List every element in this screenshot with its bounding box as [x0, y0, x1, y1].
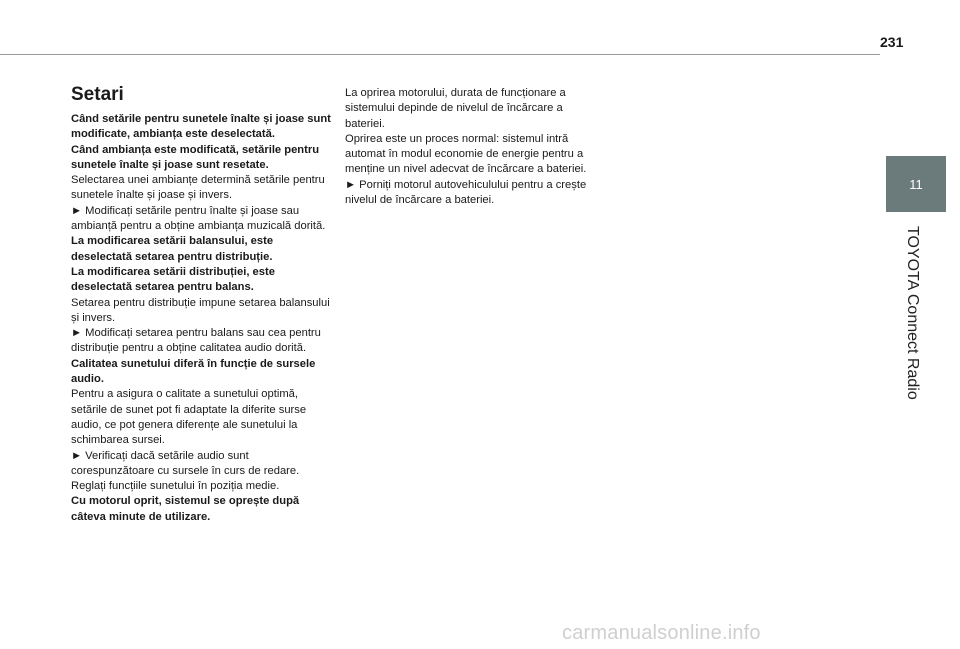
- header-divider: [0, 54, 880, 55]
- chapter-number: 11: [909, 176, 923, 192]
- paragraph: La modificarea setării balansului, este deselectată setarea pentru distribuție.: [71, 235, 274, 263]
- paragraph: Când setările pentru sunetele înalte și joase sunt modificate, ambianța este deselectată.: [71, 113, 331, 141]
- watermark: carmanualsonline.info: [562, 622, 761, 644]
- paragraph: La oprirea motorului, durata de funcționare a sistemului depinde de nivelul de încărcare a bateriei.: [345, 87, 566, 130]
- chapter-tab: [886, 156, 946, 212]
- paragraph: Calitatea sunetului diferă în funcție de sursele audio.: [71, 357, 316, 386]
- paragraph: ► Modificați setările pentru înalte și joase sau ambianță pentru a obține ambianța muzicală dorită.: [71, 204, 326, 233]
- right-body: [345, 86, 605, 208]
- left-body: [71, 112, 333, 525]
- paragraph: Când ambianța este modificată, setările pentru sunetele înalte și joase sunt resetate.: [71, 143, 320, 171]
- paragraph: ► Verificați dacă setările audio sunt corespunzătoare cu sursele în curs de redare. Reglați funcțiile sunetului în poziția medie.: [71, 449, 300, 493]
- page-number: 231: [880, 34, 904, 50]
- paragraph: ► Modificați setarea pentru balans sau cea pentru distribuție pentru a obține calitatea audio dorită.: [71, 327, 321, 355]
- paragraph: La modificarea setării distribuției, este deselectată setarea pentru balans.: [71, 265, 275, 294]
- right-column: [345, 86, 605, 208]
- paragraph: Cu motorul oprit, sistemul se oprește după câteva minute de utilizare.: [71, 495, 300, 523]
- chapter-title: TOYOTA Connect Radio: [904, 226, 921, 400]
- paragraph: Oprirea este un proces normal: sistemul intră automat în modul economie de energie pentru a menține un nivel adecvat de încărcare a bateriei.: [345, 132, 587, 176]
- section-title: Setari: [71, 84, 124, 105]
- paragraph: Pentru a asigura o calitate a sunetului optimă, setările de sunet pot fi adaptate la diferite surse audio, ce pot genera diferențe ale sunetului la schimbarea sursei.: [71, 388, 307, 447]
- paragraph: Selectarea unei ambianțe determină setările pentru sunetele înalte și joase și invers.: [71, 174, 325, 202]
- left-column: [71, 84, 333, 525]
- paragraph: Setarea pentru distribuție impune setarea balansului și invers.: [71, 296, 330, 324]
- paragraph: ► Porniți motorul autovehiculului pentru a crește nivelul de încărcare a bateriei.: [345, 178, 587, 207]
